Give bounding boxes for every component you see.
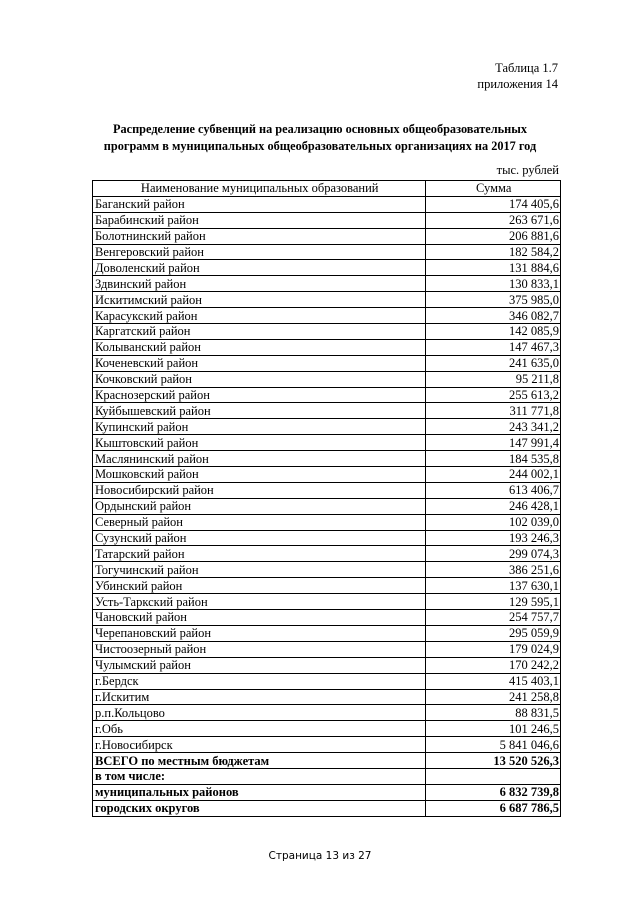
including-empty-cell xyxy=(426,768,561,784)
table-row xyxy=(93,673,561,689)
subsidy-amount: 95 211,8 xyxy=(426,371,561,387)
subsidy-amount: 101 246,5 xyxy=(426,721,561,737)
table-row xyxy=(93,530,561,546)
municipality-name: Чулымский район xyxy=(93,657,426,673)
table-row xyxy=(93,737,561,753)
table-row xyxy=(93,244,561,260)
subtotal-label: городских округов xyxy=(93,800,426,816)
total-label: ВСЕГО по местным бюджетам xyxy=(93,753,426,769)
table-row xyxy=(93,292,561,308)
table-row xyxy=(93,260,561,276)
subsidy-amount: 170 242,2 xyxy=(426,657,561,673)
table-row xyxy=(93,657,561,673)
table-row xyxy=(93,339,561,355)
municipality-name: Убинский район xyxy=(93,578,426,594)
subsidy-amount: 295 059,9 xyxy=(426,625,561,641)
municipality-name: Ордынский район xyxy=(93,498,426,514)
subsidy-amount: 311 771,8 xyxy=(426,403,561,419)
table-label xyxy=(477,60,558,92)
municipality-name: Кыштовский район xyxy=(93,435,426,451)
municipality-name: Болотнинский район xyxy=(93,228,426,244)
total-value: 13 520 526,3 xyxy=(426,753,561,769)
subsidy-amount: 88 831,5 xyxy=(426,705,561,721)
table-row xyxy=(93,228,561,244)
subsidy-amount: 415 403,1 xyxy=(426,673,561,689)
municipality-name: Барабинский район xyxy=(93,212,426,228)
table-row xyxy=(93,308,561,324)
table-row xyxy=(93,705,561,721)
municipality-name: Черепановский район xyxy=(93,625,426,641)
title-line-2: программ в муниципальных общеобразовательных организациях на 2017 год xyxy=(103,139,537,153)
municipality-name: Тогучинский район xyxy=(93,562,426,578)
municipality-name: Баганский район xyxy=(93,196,426,212)
total-row xyxy=(93,753,561,769)
municipality-name: Доволенский район xyxy=(93,260,426,276)
municipality-name: Мошковский район xyxy=(93,467,426,483)
table-row xyxy=(93,546,561,562)
municipality-name: Усть-Таркский район xyxy=(93,594,426,610)
table-row xyxy=(93,212,561,228)
subsidy-amount: 184 535,8 xyxy=(426,451,561,467)
table-row xyxy=(93,276,561,292)
municipality-name: Северный район xyxy=(93,514,426,530)
subsidy-amount: 299 074,3 xyxy=(426,546,561,562)
subsidy-amount: 255 613,2 xyxy=(426,387,561,403)
table-row xyxy=(93,451,561,467)
table-row xyxy=(93,594,561,610)
table-row xyxy=(93,498,561,514)
column-header-sum: Сумма xyxy=(426,181,561,197)
subtotal-label: муниципальных районов xyxy=(93,784,426,800)
municipality-name: г.Новосибирск xyxy=(93,737,426,753)
municipality-name: Сузунский район xyxy=(93,530,426,546)
municipality-name: Чистоозерный район xyxy=(93,641,426,657)
page-number: Страница 13 из 27 xyxy=(268,850,372,862)
subsidy-amount: 147 991,4 xyxy=(426,435,561,451)
appendix-reference: приложения 14 xyxy=(477,77,558,91)
table-row xyxy=(93,482,561,498)
units-label: тыс. рублей xyxy=(496,163,559,177)
subsidy-amount: 130 833,1 xyxy=(426,276,561,292)
table-row xyxy=(93,562,561,578)
subsidy-amount: 137 630,1 xyxy=(426,578,561,594)
subtotal-value: 6 687 786,5 xyxy=(426,800,561,816)
municipality-name: Маслянинский район xyxy=(93,451,426,467)
subtotal-row-districts xyxy=(93,784,561,800)
table-row xyxy=(93,467,561,483)
subsidy-amount: 131 884,6 xyxy=(426,260,561,276)
document-title xyxy=(80,121,560,155)
table-row xyxy=(93,403,561,419)
municipality-name: Купинский район xyxy=(93,419,426,435)
subsidy-amount: 147 467,3 xyxy=(426,339,561,355)
subsidy-amount: 386 251,6 xyxy=(426,562,561,578)
table-header-row xyxy=(93,181,561,197)
municipality-name: г.Обь xyxy=(93,721,426,737)
subsidy-amount: 129 595,1 xyxy=(426,594,561,610)
table-row xyxy=(93,324,561,340)
municipality-name: Куйбышевский район xyxy=(93,403,426,419)
subsidy-amount: 263 671,6 xyxy=(426,212,561,228)
subsidy-amount: 193 246,3 xyxy=(426,530,561,546)
municipality-name: Коченевский район xyxy=(93,355,426,371)
subsidy-amount: 246 428,1 xyxy=(426,498,561,514)
subtotal-value: 6 832 739,8 xyxy=(426,784,561,800)
subsidy-amount: 244 002,1 xyxy=(426,467,561,483)
table-row xyxy=(93,419,561,435)
column-header-name: Наименование муниципальных образований xyxy=(93,181,426,197)
municipality-name: Колыванский район xyxy=(93,339,426,355)
subsidy-amount: 241 258,8 xyxy=(426,689,561,705)
subsidy-amount: 182 584,2 xyxy=(426,244,561,260)
municipality-name: Краснозерский район xyxy=(93,387,426,403)
table-row xyxy=(93,625,561,641)
table-number: Таблица 1.7 xyxy=(495,61,558,75)
subsidy-amount: 243 341,2 xyxy=(426,419,561,435)
table-row xyxy=(93,355,561,371)
table-row xyxy=(93,196,561,212)
subtotal-row-city-districts xyxy=(93,800,561,816)
municipality-name: Новосибирский район xyxy=(93,482,426,498)
table-row xyxy=(93,371,561,387)
subsidy-amount: 5 841 046,6 xyxy=(426,737,561,753)
municipality-name: Кочковский район xyxy=(93,371,426,387)
subsidy-amount: 206 881,6 xyxy=(426,228,561,244)
subsidy-amount: 174 405,6 xyxy=(426,196,561,212)
municipality-name: Здвинский район xyxy=(93,276,426,292)
including-row xyxy=(93,768,561,784)
table-row xyxy=(93,641,561,657)
municipality-name: Искитимский район xyxy=(93,292,426,308)
subsidy-amount: 254 757,7 xyxy=(426,610,561,626)
table-row xyxy=(93,435,561,451)
table-row xyxy=(93,387,561,403)
municipality-name: Каргатский район xyxy=(93,324,426,340)
subsidy-amount: 346 082,7 xyxy=(426,308,561,324)
title-line-1: Распределение субвенций на реализацию основных общеобразовательных xyxy=(112,122,528,136)
municipality-name: Венгеровский район xyxy=(93,244,426,260)
municipality-name: Татарский район xyxy=(93,546,426,562)
including-label: в том числе: xyxy=(93,768,426,784)
table-row xyxy=(93,514,561,530)
subsidy-amount: 241 635,0 xyxy=(426,355,561,371)
subsidy-amount: 102 039,0 xyxy=(426,514,561,530)
municipality-name: р.п.Кольцово xyxy=(93,705,426,721)
municipality-name: г.Бердск xyxy=(93,673,426,689)
subsidy-amount: 613 406,7 xyxy=(426,482,561,498)
municipality-name: г.Искитим xyxy=(93,689,426,705)
subsidy-amount: 142 085,9 xyxy=(426,324,561,340)
table-row xyxy=(93,610,561,626)
table-body xyxy=(93,196,561,752)
table-row xyxy=(93,721,561,737)
table-totals xyxy=(93,753,561,817)
table-row xyxy=(93,689,561,705)
municipality-name: Карасукский район xyxy=(93,308,426,324)
subsidy-amount: 375 985,0 xyxy=(426,292,561,308)
subsidy-amount: 179 024,9 xyxy=(426,641,561,657)
subsidy-table xyxy=(92,180,561,817)
table-row xyxy=(93,578,561,594)
municipality-name: Чановский район xyxy=(93,610,426,626)
